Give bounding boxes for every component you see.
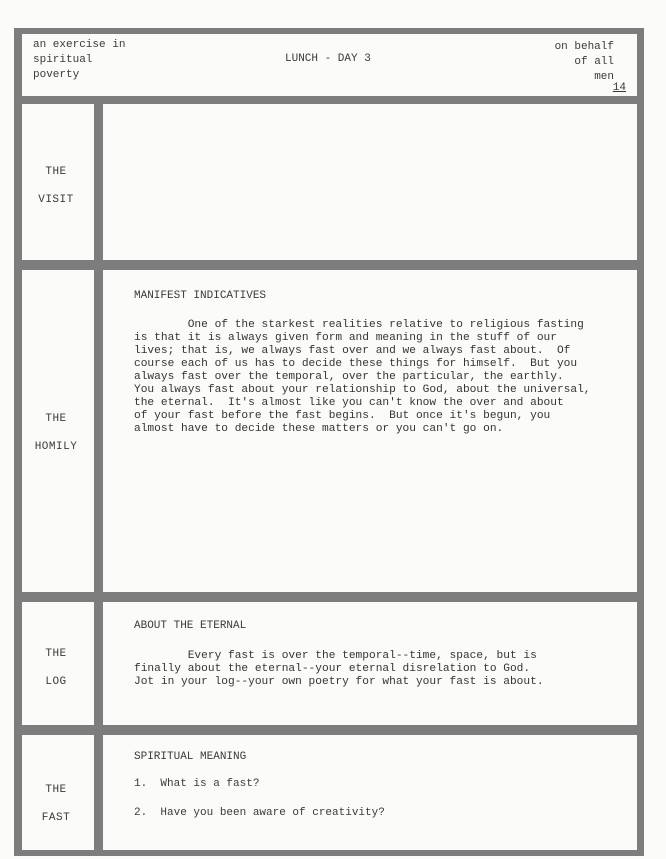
header-right-text: on behalf of all men bbox=[554, 41, 614, 83]
section-rule-3 bbox=[14, 725, 644, 735]
header-rule bbox=[14, 96, 644, 104]
homily-label-line1: THE bbox=[45, 413, 67, 425]
homily-label-line2: HOMILY bbox=[34, 441, 78, 453]
fast-heading: SPIRITUAL MEANING bbox=[134, 751, 247, 763]
homily-heading: MANIFEST INDICATIVES bbox=[134, 290, 267, 302]
log-label-line2: LOG bbox=[45, 676, 67, 688]
log-heading: ABOUT THE ETERNAL bbox=[134, 620, 247, 632]
label-column-rule bbox=[94, 96, 103, 856]
section-rule-2 bbox=[14, 592, 644, 602]
homily-body: One of the starkest realities relative to religious fasting is that it is always given form and meaning in the stuff of our lives; that is, we always fast over and we always fast about. Of course each of us has to decide these things for himself. But you always fast over the temporal, over the particular, the earthly. You always fast about your relationship to God, about the universal, the eternal. It's almost like you can't know the over and about of your fast before the fast begins. But once it's begun, you almost have to decide these matters or you can't go on. bbox=[134, 319, 591, 435]
section-label-fast bbox=[26, 776, 86, 832]
top-rule bbox=[16, 28, 644, 34]
section-rule-1 bbox=[14, 260, 644, 270]
visit-label-line1: THE bbox=[45, 166, 67, 178]
log-label-line1: THE bbox=[45, 648, 67, 660]
page-number: 14 bbox=[612, 82, 626, 94]
fast-label-line1: THE bbox=[45, 784, 67, 796]
section-label-log bbox=[26, 640, 86, 696]
fast-question-1: 1. What is a fast? bbox=[134, 778, 260, 790]
fast-question-2: 2. Have you been aware of creativity? bbox=[134, 807, 385, 819]
header-title: LUNCH - DAY 3 bbox=[285, 53, 371, 65]
fast-label-line2: FAST bbox=[41, 812, 71, 824]
visit-label-line2: VISIT bbox=[38, 194, 74, 206]
bottom-rule bbox=[14, 850, 644, 856]
header-left-text: an exercise in spiritual poverty bbox=[33, 39, 126, 81]
section-label-homily bbox=[26, 405, 86, 461]
log-body: Every fast is over the temporal--time, space, but is finally about the eternal--your eternal disrelation to God. Jot in your log--your own poetry for what your fast is about. bbox=[134, 650, 544, 688]
section-label-visit bbox=[26, 158, 86, 214]
